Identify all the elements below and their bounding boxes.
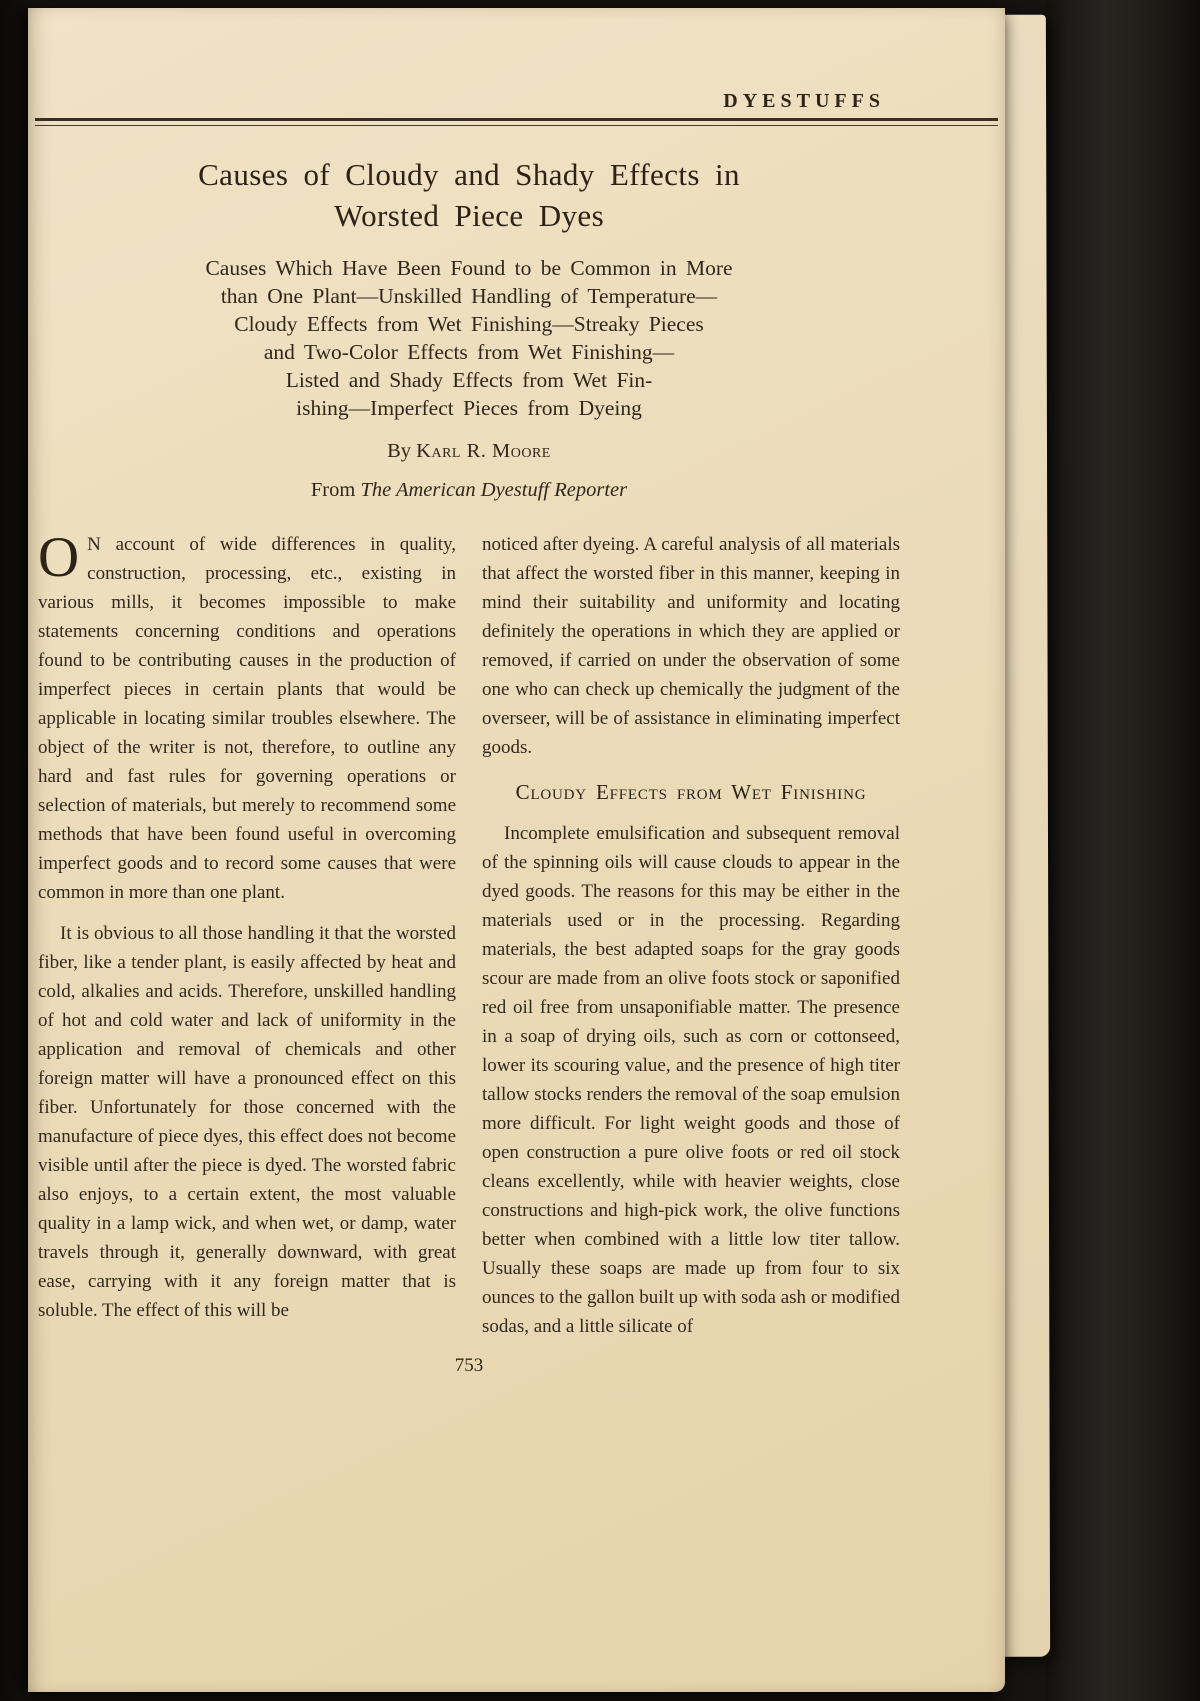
subtitle-line: ishing—Imperfect Pieces from Dyeing [296,396,642,420]
title-line-1: Causes of Cloudy and Shady Effects in [198,157,740,192]
left-column [38,526,456,1341]
right-column [482,530,900,1341]
article-title [38,154,900,236]
byline-prefix: By [387,440,412,462]
paragraph: noticed after dyeing. A careful analysis of all materials that affect the worsted fiber in this manner, keeping in mind their suitability and uniformity and locating definitely the operations in which they are applied or removed, if carried on under the observation of some one who can check up chemically the judgment of the overseer, will be of assistance in eliminating imperfect goods. [482,534,900,758]
paragraph: Incomplete emulsification and subsequent removal of the spinning oils will cause clouds to appear in the dyed goods. The reasons for this may be either in the materials used or in the processing. Regarding materials, the best adapted soaps for the gray goods scour are made from an olive foots stock or saponified red oil free from unsaponifiable matter. The presence in a soap of drying oils, such as corn or cottonseed, lower its scouring value, and the presence of high titer tallow stocks renders the removal of the soap emulsion more difficult. For light weight goods and those of open construction a pure olive foots or red oil stock cleans excellently, while with heavier weights, close constructions and high-pick work, the olive functions better when combined with a little low titer tallow. Usually these soaps are made up from four to six ounces to the gallon built up with soda ash or modified sodas, and a little silicate of [482,823,900,1337]
subtitle-line: and Two-Color Effects from Wet Finishing— [263,340,675,364]
drop-cap: O [38,526,80,589]
article [38,154,900,1377]
section-heading: Cloudy Effects from Wet Finishing [515,780,867,804]
book-binding [1046,0,1200,1701]
page-number: 753 [454,1355,484,1376]
byline [38,440,900,463]
article-body [38,526,900,1341]
source-prefix: From [310,479,356,501]
byline-author: Karl R. Moore [416,440,551,462]
document-page [28,8,1005,1692]
subtitle-line: Causes Which Have Been Found to be Common in More [205,256,733,280]
article-subtitle [38,254,900,422]
paragraph: It is obvious to all those handling it that the worsted fiber, like a tender plant, is easily affected by heat and cold, alkalies and acids. Therefore, unskilled handling of hot and cold water and lack of uniformity in the application and removal of chemicals and other foreign matter will have a pronounced effect on this fiber. Unfortunately for those concerned with the manufacture of piece dyes, this effect does not become visible until after the piece is dyed. The worsted fabric also enjoys, to a certain extent, the most valuable quality in a lamp wick, and when wet, or damp, water travels through it, generally downward, with great ease, carrying with it any foreign matter that is soluble. The effect of this will be [38,923,456,1321]
paragraph-text: N account of wide differences in quality, construction, processing, etc., existing in various mills, it becomes impossible to make statements concerning conditions and operations found to be contributing causes in the production of imperfect pieces in certain plants that would be applicable in locating similar troubles elsewhere. The object of the writer is not, therefore, to outline any hard and fast rules for governing operations or selection of materials, but merely to recommend some methods that have been found useful in overcoming imperfect goods and to record some causes that were common in more than one plant. [38,534,456,903]
source-line [38,479,900,502]
subtitle-line: Listed and Shady Effects from Wet Fin- [285,368,653,392]
paragraph [38,526,456,907]
title-line-2: Worsted Piece Dyes [333,198,605,233]
running-header: DYESTUFFS [723,90,885,112]
subtitle-line: Cloudy Effects from Wet Finishing—Streaky Pieces [234,312,704,336]
publication-name: The American Dyestuff Reporter [360,479,628,501]
subtitle-line: than One Plant—Unskilled Handling of Temperature— [220,284,718,308]
header-rule [35,118,998,126]
